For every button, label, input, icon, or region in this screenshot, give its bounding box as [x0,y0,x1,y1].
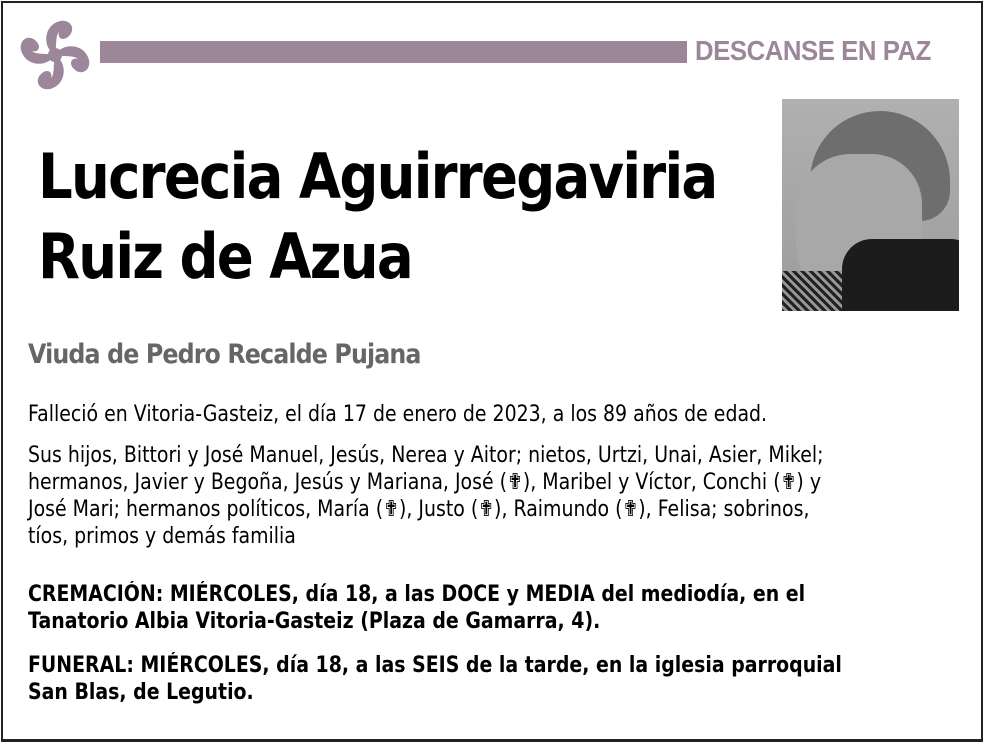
header-label: DESCANSE EN PAZ [695,35,931,66]
header-divider-bar [100,41,687,63]
family-list [28,442,824,550]
family-line: tíos, primos y demás familia [28,524,296,549]
cremation-line: CREMACIÓN: MIÉRCOLES, día 18, a las DOCE y MEDIA del mediodía, en el [28,582,806,607]
family-line: José Mari; hermanos políticos, María (✟), Justo (✟), Raimundo (✟), Felisa; sobrinos, [28,497,810,522]
deceased-name [38,137,716,297]
family-line: Sus hijos, Bittori y José Manuel, Jesús, Nerea y Aitor; nietos, Urtzi, Unai, Asier, Mikel; [28,443,824,468]
name-line-2: Ruiz de Azua [38,220,412,293]
funeral-line: FUNERAL: MIÉRCOLES, día 18, a las SEIS de la tarde, en la iglesia parroquial [28,653,842,678]
death-notice: Falleció en Vitoria-Gasteiz, el día 17 de enero de 2023, a los 89 años de edad. [28,402,768,427]
widow-of-line: Viuda de Pedro Recalde Pujana [28,339,421,370]
lauburu-icon [13,14,97,96]
cremation-line: Tanatorio Albia Vitoria-Gasteiz (Plaza de Gamarra, 4). [28,609,601,634]
family-line: hermanos, Javier y Begoña, Jesús y Mariana, José (✟), Maribel y Víctor, Conchi (✟) y [28,470,822,495]
cremation-info [28,581,805,635]
name-line-1: Lucrecia Aguirregaviria [38,140,717,213]
portrait-photo [782,99,959,311]
funeral-line: San Blas, de Legutio. [28,680,254,705]
obituary-card [1,1,983,742]
funeral-info [28,652,842,706]
